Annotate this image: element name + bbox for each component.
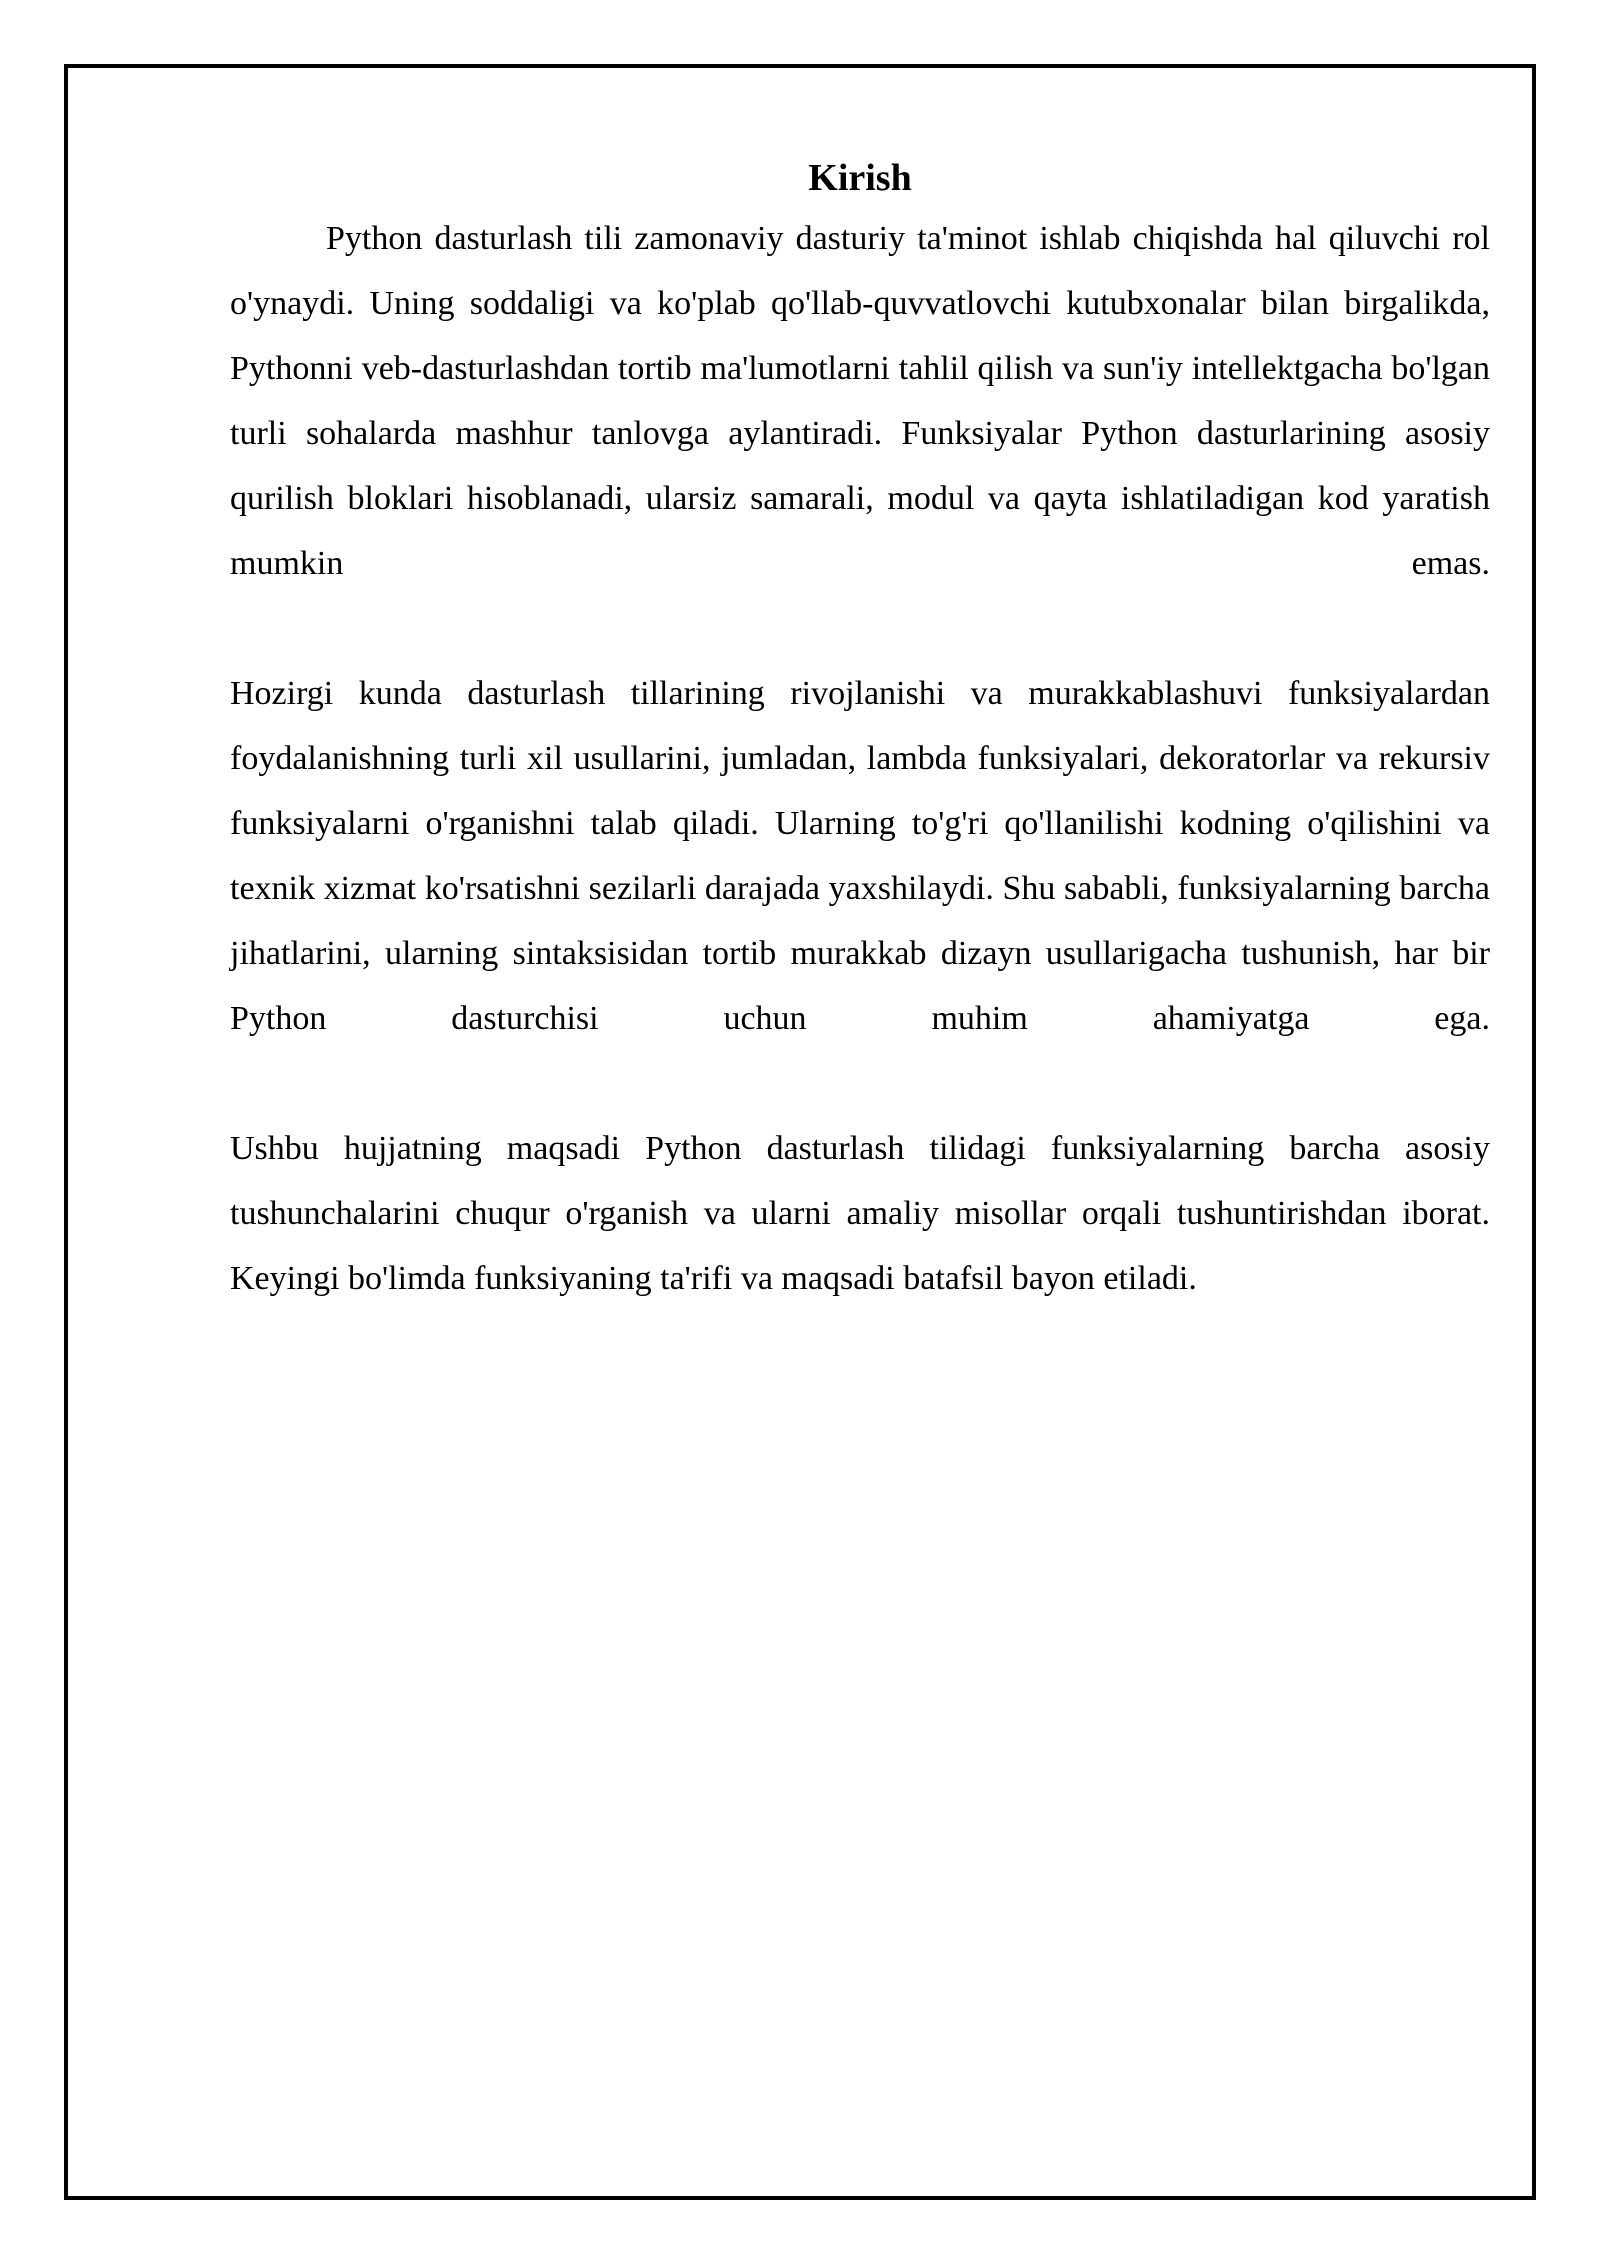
paragraph-gap [230, 1051, 1490, 1116]
document-title: Kirish [808, 157, 912, 199]
document-body [230, 150, 1490, 1311]
paragraph-development: Hozirgi kunda dasturlash tillarining rivojlanishi va murakkablashuvi funksiyalardan foydalanishning turli xil usullarini, jumladan, lambda funksiyalari, dekoratorlar va rekursiv funksiyalarni o'rganishni talab qiladi. Ularning to'g'ri qo'llanilishi kodning o'qilishini va texnik xizmat ko'rsatishni sezilarli darajada yaxshilaydi. Shu sababli, funksiyalarning barcha jihatlarini, ularning sintaksisidan tortib murakkab dizayn usullarigacha tushunish, har bir Python dasturchisi uchun muhim ahamiyatga ega. [230, 675, 1490, 1037]
paragraph-gap [230, 596, 1490, 661]
paragraph-purpose: Ushbu hujjatning maqsadi Python dasturlash tilidagi funksiyalarning barcha asosiy tushunchalarini chuqur o'rganish va ularni amaliy misollar orqali tushuntirishdan iborat. Keyingi bo'limda funksiyaning ta'rifi va maqsadi batafsil bayon etiladi. [230, 1130, 1490, 1297]
paragraph-intro: Python dasturlash tili zamonaviy dasturiy ta'minot ishlab chiqishda hal qiluvchi rol o'ynaydi. Uning soddaligi va ko'plab qo'llab-quvvatlovchi kutubxonalar bilan birgalikda, Pythonni veb-dasturlashdan tortib ma'lumotlarni tahlil qilish va sun'iy intellektgacha bo'lgan turli sohalarda mashhur tanlovga aylantiradi. Funksiyalar Python dasturlarining asosiy qurilish bloklari hisoblanadi, ularsiz samarali, modul va qayta ishlatiladigan kod yaratish mumkin emas. [230, 220, 1490, 582]
